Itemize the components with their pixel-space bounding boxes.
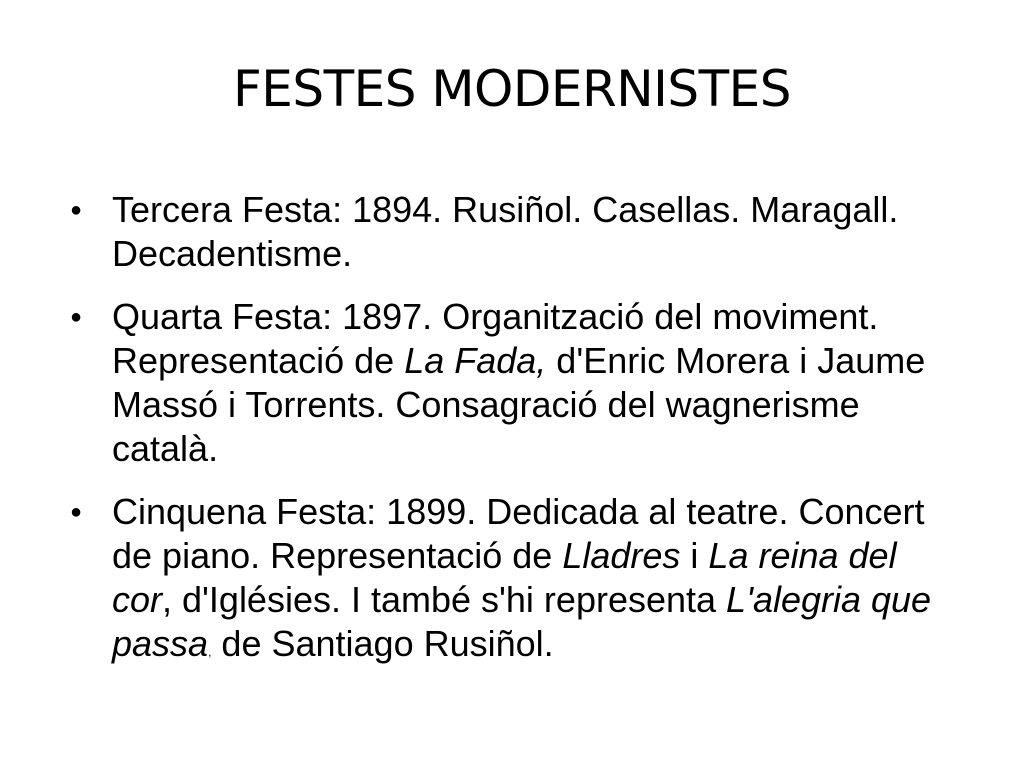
bullet-item-cinquena-festa: [62, 490, 962, 674]
bullet-item-tercera-festa: [62, 188, 962, 276]
bullet-text: i: [680, 535, 709, 576]
bullet-icon: ●: [70, 199, 83, 221]
slide-title: FESTES MODERNISTES: [233, 60, 791, 118]
bullet-text: de Santiago Rusiñol.: [211, 623, 554, 664]
small-comma: ,: [208, 645, 212, 659]
bullet-text: Quarta Festa: 1897. Organització del moviment. Representació de: [112, 296, 879, 381]
bullet-text: Cinquena Festa: 1899. Dedicada al teatre. Concert de piano. Representació de: [112, 491, 925, 576]
bullet-icon: ●: [70, 501, 83, 523]
work-title-la-fada: La Fada,: [404, 340, 547, 381]
bullet-item-quarta-festa: [62, 295, 962, 471]
bullet-list: [62, 188, 962, 693]
work-title-l-alegria-que-passa: L'alegria que passa: [112, 579, 932, 664]
bullet-text: Tercera Festa: 1894. Rusiñol. Casellas. Maragall. Decadentisme.: [112, 189, 899, 274]
bullet-icon: ●: [70, 306, 83, 328]
work-title-lladres: Lladres: [562, 535, 681, 576]
work-title-la-reina-del-cor: La reina del cor: [112, 535, 897, 620]
bullet-text: d'Enric Morera i Jaume Massó i Torrents. Consagració del wagnerisme català.: [112, 340, 926, 469]
bullet-text: , d'Iglésies. I també s'hi representa: [162, 579, 727, 620]
